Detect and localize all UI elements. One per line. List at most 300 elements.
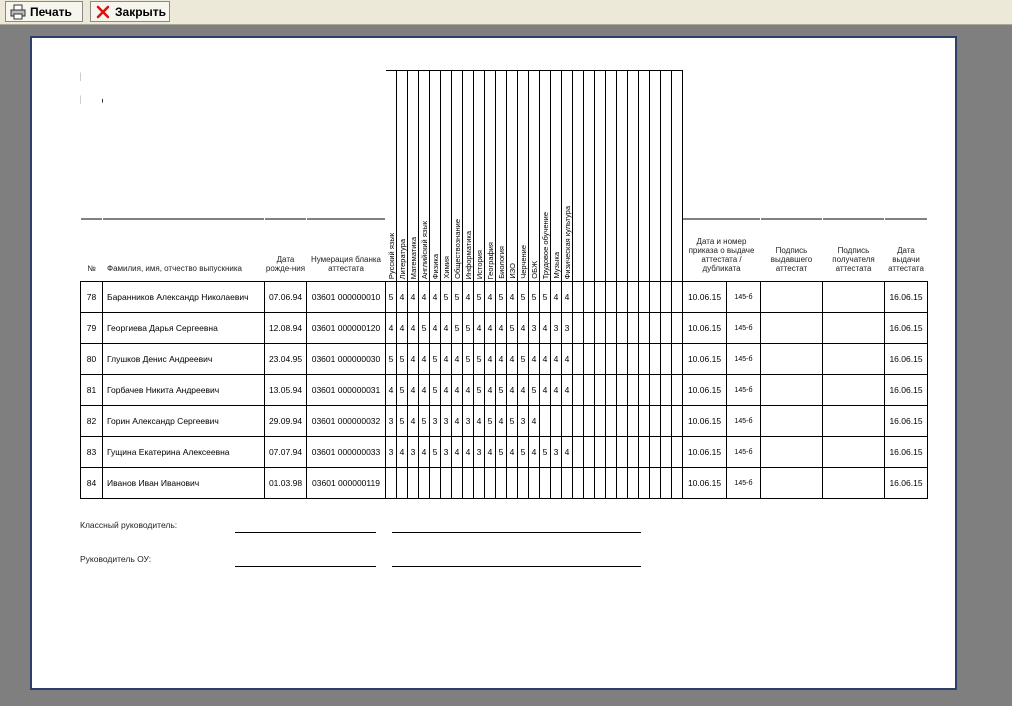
grade-cell xyxy=(463,468,474,499)
grade-cell xyxy=(474,468,485,499)
subject-header xyxy=(441,71,452,282)
col-header-issue-date: Дата выдачи аттестата xyxy=(885,71,928,282)
grade-cell: 4 xyxy=(507,375,518,406)
grade-cell xyxy=(650,406,661,437)
grade-cell xyxy=(573,406,584,437)
grade-cell: 5 xyxy=(463,344,474,375)
grade-cell xyxy=(617,375,628,406)
grade-cell: 4 xyxy=(441,313,452,344)
grade-cell xyxy=(628,375,639,406)
subject-header xyxy=(485,71,496,282)
table-row xyxy=(81,437,928,468)
grade-cell: 4 xyxy=(463,375,474,406)
grade-cell: 3 xyxy=(386,406,397,437)
grade-cell: 5 xyxy=(397,406,408,437)
grade-cell xyxy=(639,468,650,499)
grade-cell xyxy=(628,468,639,499)
grade-cell: 3 xyxy=(408,437,419,468)
row-order-date: 10.06.15 xyxy=(683,375,727,406)
grade-cell: 5 xyxy=(518,344,529,375)
row-blank: 03601 000000119 xyxy=(307,468,386,499)
subject-header xyxy=(573,71,584,282)
grade-cell xyxy=(606,437,617,468)
grade-cell xyxy=(628,406,639,437)
grade-cell: 5 xyxy=(397,375,408,406)
grade-cell: 4 xyxy=(408,282,419,313)
grade-cell: 5 xyxy=(540,282,551,313)
subject-header xyxy=(639,71,650,282)
subject-header xyxy=(529,71,540,282)
subject-header xyxy=(386,71,397,282)
row-sig-issuer xyxy=(761,282,823,313)
grade-cell: 3 xyxy=(441,406,452,437)
row-birth: 29.09.94 xyxy=(265,406,307,437)
grade-cell: 4 xyxy=(419,282,430,313)
grade-cell xyxy=(584,437,595,468)
grade-cell xyxy=(584,282,595,313)
row-num: 78 xyxy=(81,282,103,313)
grade-cell: 4 xyxy=(518,375,529,406)
grade-cell: 4 xyxy=(507,344,518,375)
row-birth: 07.07.94 xyxy=(265,437,307,468)
grade-cell xyxy=(419,468,430,499)
grade-cell: 4 xyxy=(419,437,430,468)
table-row xyxy=(81,375,928,406)
row-birth: 12.08.94 xyxy=(265,313,307,344)
grade-cell: 3 xyxy=(529,313,540,344)
grade-cell: 4 xyxy=(452,406,463,437)
row-issue-date: 16.06.15 xyxy=(885,282,928,313)
grade-cell: 5 xyxy=(430,375,441,406)
grade-cell: 4 xyxy=(430,282,441,313)
class-teacher-sign-line xyxy=(235,532,376,533)
subject-label: Физическая культура xyxy=(563,205,572,279)
grade-cell xyxy=(606,313,617,344)
grade-cell: 5 xyxy=(386,282,397,313)
subject-header xyxy=(617,71,628,282)
close-icon xyxy=(95,4,111,20)
row-blank: 03601 000000033 xyxy=(307,437,386,468)
grade-cell xyxy=(628,344,639,375)
row-order-date: 10.06.15 xyxy=(683,468,727,499)
subject-label: Обществознание xyxy=(453,219,462,279)
grade-cell: 4 xyxy=(463,282,474,313)
grade-cell: 4 xyxy=(551,375,562,406)
grade-cell: 5 xyxy=(430,437,441,468)
grade-cell: 4 xyxy=(507,282,518,313)
grade-cell: 4 xyxy=(529,344,540,375)
row-sig-issuer xyxy=(761,468,823,499)
grade-cell: 5 xyxy=(474,344,485,375)
grade-cell xyxy=(595,406,606,437)
print-button[interactable] xyxy=(5,1,83,22)
grade-cell: 4 xyxy=(430,313,441,344)
grade-cell xyxy=(606,468,617,499)
grade-cell: 4 xyxy=(485,313,496,344)
col-header-sig-receiver: Подпись получателя аттестата xyxy=(823,71,885,282)
row-sig-receiver xyxy=(823,468,885,499)
grade-cell: 4 xyxy=(485,282,496,313)
grade-cell xyxy=(650,468,661,499)
grade-cell: 4 xyxy=(562,375,573,406)
grade-cell: 3 xyxy=(551,313,562,344)
grade-cell: 4 xyxy=(441,344,452,375)
row-issue-date: 16.06.15 xyxy=(885,437,928,468)
grade-cell xyxy=(661,437,672,468)
row-order-num: 145-б xyxy=(727,375,761,406)
grade-cell: 4 xyxy=(397,437,408,468)
grade-cell: 4 xyxy=(408,375,419,406)
row-issue-date: 16.06.15 xyxy=(885,406,928,437)
subject-header xyxy=(584,71,595,282)
row-order-date: 10.06.15 xyxy=(683,344,727,375)
row-order-date: 10.06.15 xyxy=(683,437,727,468)
row-order-date: 10.06.15 xyxy=(683,406,727,437)
row-sig-receiver xyxy=(823,406,885,437)
grade-cell: 3 xyxy=(518,406,529,437)
toolbar xyxy=(0,0,1012,25)
grade-cell: 5 xyxy=(386,344,397,375)
grade-cell: 4 xyxy=(540,313,551,344)
col-header-order: Дата и номер приказа о выдаче аттестата / дубликата xyxy=(683,71,761,282)
subject-label: Физика xyxy=(431,253,440,279)
grade-cell xyxy=(573,468,584,499)
grade-cell xyxy=(672,437,683,468)
grade-cell: 5 xyxy=(452,313,463,344)
subject-header xyxy=(397,71,408,282)
grade-cell xyxy=(650,282,661,313)
row-name: Горбачев Никита Андреевич xyxy=(103,375,265,406)
grade-cell xyxy=(617,313,628,344)
subject-label: Информатика xyxy=(464,230,473,279)
grade-cell xyxy=(518,468,529,499)
grade-cell: 3 xyxy=(386,437,397,468)
grade-cell: 5 xyxy=(474,375,485,406)
subject-label: Русский язык xyxy=(387,232,396,279)
row-blank: 03601 000000030 xyxy=(307,344,386,375)
grade-cell xyxy=(639,406,650,437)
grade-cell xyxy=(617,344,628,375)
grade-cell: 5 xyxy=(518,282,529,313)
grade-cell xyxy=(617,468,628,499)
row-sig-issuer xyxy=(761,437,823,468)
grade-cell: 4 xyxy=(562,437,573,468)
row-num: 81 xyxy=(81,375,103,406)
grade-cell: 4 xyxy=(485,375,496,406)
grade-cell xyxy=(496,468,507,499)
subject-label: Литература xyxy=(398,238,407,279)
subject-label: Английский язык xyxy=(420,220,429,279)
grade-cell: 4 xyxy=(540,344,551,375)
grade-cell: 4 xyxy=(496,313,507,344)
row-num: 79 xyxy=(81,313,103,344)
row-blank: 03601 000000120 xyxy=(307,313,386,344)
row-name: Баранников Александр Николаевич xyxy=(103,282,265,313)
grade-cell xyxy=(606,282,617,313)
grade-cell xyxy=(595,375,606,406)
row-num: 83 xyxy=(81,437,103,468)
grade-cell xyxy=(661,375,672,406)
row-order-date: 10.06.15 xyxy=(683,313,727,344)
subject-header xyxy=(606,71,617,282)
table-row xyxy=(81,344,928,375)
row-order-num: 145-б xyxy=(727,282,761,313)
grade-cell xyxy=(672,282,683,313)
subject-label: Трудовое обучение xyxy=(541,211,550,279)
grade-cell: 5 xyxy=(419,406,430,437)
grade-cell xyxy=(397,468,408,499)
row-blank: 03601 000000010 xyxy=(307,282,386,313)
grade-cell xyxy=(584,406,595,437)
grade-cell xyxy=(672,344,683,375)
grade-cell xyxy=(573,437,584,468)
subject-header xyxy=(518,71,529,282)
grade-cell: 5 xyxy=(485,406,496,437)
row-birth: 01.03.98 xyxy=(265,468,307,499)
head-sign-line xyxy=(235,566,376,567)
grade-cell xyxy=(650,344,661,375)
grade-cell: 5 xyxy=(507,406,518,437)
head-name-line xyxy=(392,566,641,567)
grade-cell: 4 xyxy=(496,406,507,437)
table-row xyxy=(81,313,928,344)
subject-header xyxy=(408,71,419,282)
row-order-num: 145-б xyxy=(727,313,761,344)
grade-cell xyxy=(639,344,650,375)
grade-cell xyxy=(650,437,661,468)
grade-cell: 3 xyxy=(474,437,485,468)
print-label: Печать xyxy=(30,4,72,19)
grade-cell xyxy=(617,406,628,437)
grade-cell xyxy=(672,406,683,437)
grade-cell: 4 xyxy=(419,344,430,375)
grade-cell: 3 xyxy=(463,406,474,437)
row-num: 84 xyxy=(81,468,103,499)
grade-cell xyxy=(650,375,661,406)
subject-label: Химия xyxy=(442,256,451,279)
grade-cell xyxy=(551,468,562,499)
col-header-sig-issuer: Подпись выдавшего аттестат xyxy=(761,71,823,282)
grade-cell: 4 xyxy=(408,313,419,344)
table-row xyxy=(81,406,928,437)
grade-cell: 4 xyxy=(507,437,518,468)
grade-cell: 3 xyxy=(430,406,441,437)
subject-header xyxy=(496,71,507,282)
grade-cell xyxy=(617,437,628,468)
grade-cell xyxy=(639,437,650,468)
grade-cell: 4 xyxy=(408,344,419,375)
row-sig-receiver xyxy=(823,375,885,406)
grade-cell: 4 xyxy=(397,313,408,344)
row-birth: 13.05.94 xyxy=(265,375,307,406)
subject-label: Черчение xyxy=(519,245,528,279)
row-order-num: 145-б xyxy=(727,468,761,499)
grade-cell xyxy=(595,282,606,313)
close-button[interactable] xyxy=(90,1,170,22)
col-header-num: № xyxy=(81,71,103,282)
subject-label: История xyxy=(475,249,484,279)
grade-cell xyxy=(672,468,683,499)
grade-cell xyxy=(628,282,639,313)
grade-cell xyxy=(672,375,683,406)
grade-cell: 4 xyxy=(452,437,463,468)
grade-cell: 5 xyxy=(496,282,507,313)
grade-cell xyxy=(595,344,606,375)
grade-cell: 4 xyxy=(518,313,529,344)
subject-header xyxy=(628,71,639,282)
grade-cell: 5 xyxy=(507,313,518,344)
grade-cell xyxy=(661,344,672,375)
grade-cell: 5 xyxy=(540,437,551,468)
row-order-date: 10.06.15 xyxy=(683,282,727,313)
grade-cell: 4 xyxy=(485,344,496,375)
subject-label: Биология xyxy=(497,246,506,279)
row-num: 80 xyxy=(81,344,103,375)
row-name: Иванов Иван Иванович xyxy=(103,468,265,499)
row-order-num: 145-б xyxy=(727,406,761,437)
grade-cell: 4 xyxy=(551,282,562,313)
grade-cell xyxy=(672,313,683,344)
grade-cell: 4 xyxy=(540,375,551,406)
grade-cell xyxy=(595,468,606,499)
grade-cell xyxy=(529,468,540,499)
grade-cell xyxy=(573,282,584,313)
col-header-blank: Нумерация бланка аттестата xyxy=(307,71,386,282)
grade-cell: 3 xyxy=(551,437,562,468)
grade-cell: 4 xyxy=(529,406,540,437)
grade-cell: 4 xyxy=(419,375,430,406)
row-sig-issuer xyxy=(761,313,823,344)
grade-cell: 3 xyxy=(441,437,452,468)
grade-cell: 4 xyxy=(474,406,485,437)
row-name: Горин Александр Сергеевич xyxy=(103,406,265,437)
grade-cell: 5 xyxy=(529,375,540,406)
grade-cell xyxy=(595,313,606,344)
grade-cell xyxy=(584,313,595,344)
grade-cell xyxy=(573,375,584,406)
grade-cell xyxy=(551,406,562,437)
subject-header xyxy=(540,71,551,282)
row-issue-date: 16.06.15 xyxy=(885,375,928,406)
grade-cell xyxy=(562,406,573,437)
grade-cell xyxy=(628,437,639,468)
grade-cell xyxy=(485,468,496,499)
grade-cell: 5 xyxy=(518,437,529,468)
grade-cell xyxy=(606,375,617,406)
row-sig-issuer xyxy=(761,344,823,375)
row-birth: 07.06.94 xyxy=(265,282,307,313)
grade-cell: 5 xyxy=(430,344,441,375)
subject-header xyxy=(474,71,485,282)
grade-cell: 4 xyxy=(441,375,452,406)
grade-cell xyxy=(430,468,441,499)
grade-cell: 5 xyxy=(496,375,507,406)
grade-cell xyxy=(573,313,584,344)
grade-cell: 4 xyxy=(386,375,397,406)
col-header-name: Фамилия, имя, отчество выпускника xyxy=(103,71,265,282)
row-sig-receiver xyxy=(823,437,885,468)
grade-cell: 5 xyxy=(474,282,485,313)
grade-cell: 4 xyxy=(386,313,397,344)
row-name: Глушков Денис Андреевич xyxy=(103,344,265,375)
grade-cell xyxy=(639,375,650,406)
grade-cell: 4 xyxy=(397,282,408,313)
grade-cell xyxy=(540,468,551,499)
row-issue-date: 16.06.15 xyxy=(885,313,928,344)
grade-cell xyxy=(584,375,595,406)
row-sig-receiver xyxy=(823,313,885,344)
grade-cell xyxy=(584,468,595,499)
subject-header xyxy=(507,71,518,282)
subject-header xyxy=(430,71,441,282)
head-label: Руководитель ОУ: xyxy=(80,554,152,564)
row-blank: 03601 000000032 xyxy=(307,406,386,437)
grade-cell xyxy=(639,282,650,313)
row-sig-receiver xyxy=(823,344,885,375)
row-blank: 03601 000000031 xyxy=(307,375,386,406)
grade-cell xyxy=(441,468,452,499)
subject-header xyxy=(463,71,474,282)
printer-icon xyxy=(10,4,26,20)
row-issue-date: 16.06.15 xyxy=(885,468,928,499)
row-sig-issuer xyxy=(761,375,823,406)
row-order-num: 145-б xyxy=(727,437,761,468)
grade-cell xyxy=(650,313,661,344)
grade-cell: 4 xyxy=(452,375,463,406)
class-teacher-label: Классный руководитель: xyxy=(80,520,178,530)
grade-cell xyxy=(606,406,617,437)
subject-header xyxy=(452,71,463,282)
row-sig-receiver xyxy=(823,282,885,313)
grade-cell xyxy=(408,468,419,499)
grade-cell xyxy=(661,468,672,499)
subject-label: География xyxy=(486,241,495,279)
grade-cell: 5 xyxy=(441,282,452,313)
subject-header xyxy=(661,71,672,282)
grade-cell: 4 xyxy=(529,437,540,468)
grade-cell: 5 xyxy=(397,344,408,375)
subject-header xyxy=(562,71,573,282)
row-name: Георгиева Дарья Сергеевна xyxy=(103,313,265,344)
grade-cell xyxy=(606,344,617,375)
grade-cell: 4 xyxy=(463,437,474,468)
grade-cell: 4 xyxy=(562,282,573,313)
subject-label: ИЗО xyxy=(508,263,517,279)
grade-cell: 5 xyxy=(452,282,463,313)
grade-cell xyxy=(661,313,672,344)
grade-cell xyxy=(507,468,518,499)
table-row xyxy=(81,282,928,313)
report-page xyxy=(30,36,957,690)
subject-header xyxy=(419,71,430,282)
grade-cell xyxy=(639,313,650,344)
grade-cell: 4 xyxy=(496,344,507,375)
grade-cell xyxy=(386,468,397,499)
grade-cell xyxy=(584,344,595,375)
row-name: Гущина Екатерина Алексеевна xyxy=(103,437,265,468)
grade-cell: 4 xyxy=(562,344,573,375)
table-row xyxy=(81,468,928,499)
grade-cell: 4 xyxy=(452,344,463,375)
grade-cell: 4 xyxy=(408,406,419,437)
row-num: 82 xyxy=(81,406,103,437)
grade-cell: 4 xyxy=(474,313,485,344)
grade-cell: 5 xyxy=(463,313,474,344)
subject-label: ОБЖ xyxy=(530,261,539,279)
grade-cell xyxy=(452,468,463,499)
grade-cell: 3 xyxy=(562,313,573,344)
grade-cell xyxy=(562,468,573,499)
